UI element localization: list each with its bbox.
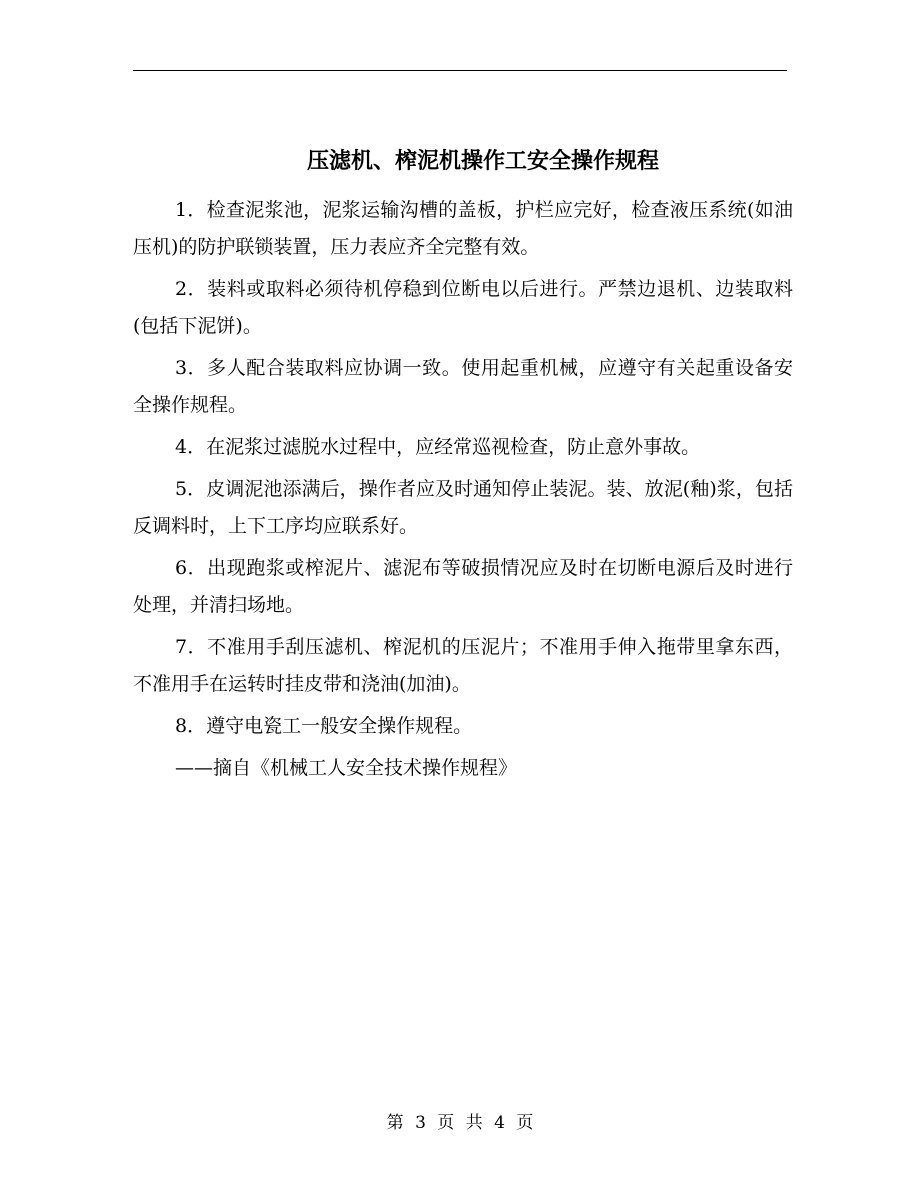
rule-item-8: 8．遵守电瓷工一般安全操作规程。 [175, 715, 473, 737]
rule-item-3: 3．多人配合装取料应协调一致。使用起重机械，应遵守有关起重设备安全操作规程。 [133, 357, 793, 416]
rule-item-1: 1．检查泥浆池，泥浆运输沟槽的盖板，护栏应完好，检查液压系统(如油压机)的防护联锁装置，压力表应齐全完整有效。 [133, 199, 793, 258]
source-citation: ——摘自《机械工人安全技术操作规程》 [175, 757, 518, 779]
rule-item-4: 4．在泥浆过滤脱水过程中，应经常巡视检查，防止意外事故。 [175, 436, 701, 458]
rule-item-6: 6．出现跑浆或榨泥片、滤泥布等破损情况应及时在切断电源后及时进行处理，并清扫场地。 [133, 557, 793, 616]
rule-item-5: 5．皮调泥池添满后，操作者应及时通知停止装泥。装、放泥(釉)浆，包括反调料时，上下工序均应联系好。 [133, 478, 793, 537]
document-title: 压滤机、榨泥机操作工安全操作规程 [306, 149, 659, 174]
page-number: 第 3 页 共 4 页 [386, 1113, 534, 1133]
rule-item-2: 2．装料或取料必须待机停稳到位断电以后进行。严禁边退机、边装取料(包括下泥饼)。 [133, 278, 793, 337]
header-rule [133, 70, 787, 71]
document-body [133, 192, 793, 787]
rule-item-7: 7．不准用手刮压滤机、榨泥机的压泥片；不准用手伸入拖带里拿东西，不准用手在运转时挂皮带和浇油(加油)。 [133, 636, 793, 695]
